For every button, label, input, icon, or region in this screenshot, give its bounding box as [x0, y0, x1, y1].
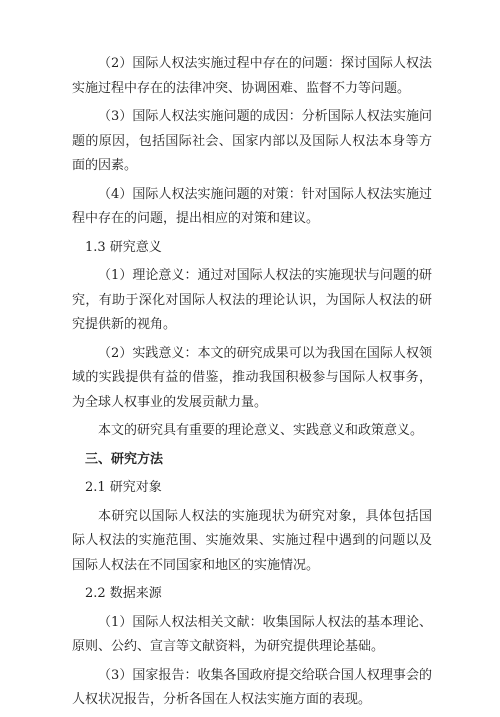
heading-research-significance: 1.3 研究意义 — [85, 239, 162, 255]
paragraph-problem-causes: （3）国际人权法实施问题的成因：分析国际人权法实施问题的原因，包括国际社会、国家内部以及国际人权法本身等方面的因素。 — [72, 109, 432, 173]
paragraph-theoretical-significance: （1）理论意义：通过对国际人权法的实施现状与问题的研究，有助于深化对国际人权法的理论认识，为国际人权法的研究提供新的视角。 — [72, 268, 432, 332]
paragraph-national-reports: （3）国家报告：收集各国政府提交给联合国人权理事会的人权状况报告，分析各国在人权法实施方面的表现。 — [72, 667, 432, 707]
heading-research-object: 2.1 研究对象 — [85, 480, 162, 495]
paragraph-implementation-problems: （2）国际人权法实施过程中存在的问题：探讨国际人权法实施过程中存在的法律冲突、协调困难、监督不力等问题。 — [72, 56, 432, 96]
paragraph-countermeasures: （4）国际人权法实施问题的对策：针对国际人权法实施过程中存在的问题，提出相应的对策和建议。 — [72, 186, 432, 226]
paragraph-significance-summary: 本文的研究具有重要的理论意义、实践意义和政策意义。 — [98, 423, 424, 438]
heading-research-methods: 三、研究方法 — [85, 451, 164, 467]
document-page — [72, 52, 432, 717]
paragraph-practical-significance: （2）实践意义：本文的研究成果可以为我国在国际人权领域的实践提供有益的借鉴，推动我国积极参与国际人权事务，为全球人权事业的发展贡献力量。 — [72, 345, 432, 410]
heading-data-sources: 2.2 数据来源 — [85, 586, 162, 601]
paragraph-research-object: 本研究以国际人权法的实施现状为研究对象，具体包括国际人权法的实施范围、实施效果、实施过程中遇到的问题以及国际人权法在不同国家和地区的实施情况。 — [72, 508, 432, 573]
paragraph-literature-source: （1）国际人权法相关文献：收集国际人权法的基本理论、原则、公约、宣言等文献资料，为研究提供理论基础。 — [72, 614, 432, 654]
